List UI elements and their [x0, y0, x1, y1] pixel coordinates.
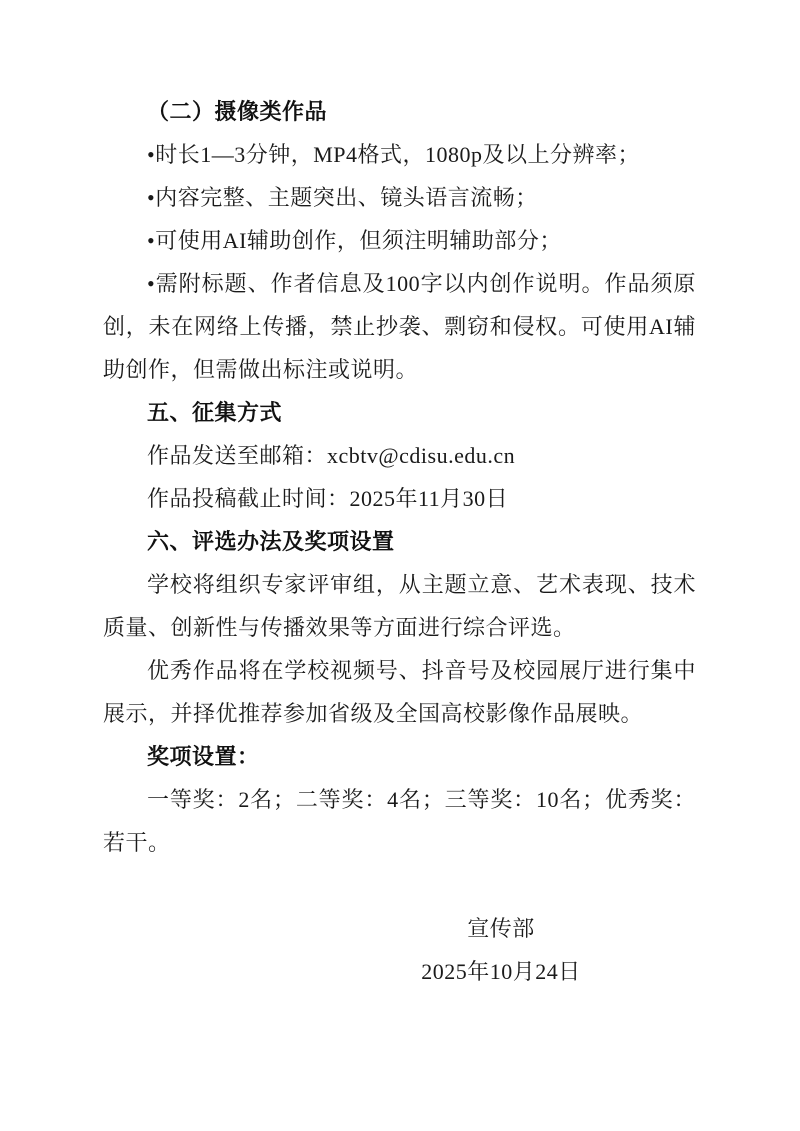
bullet-content-quality: •内容完整、主题突出、镜头语言流畅；	[147, 185, 538, 210]
signature-date: 2025年10月24日	[421, 959, 581, 984]
paragraph-awards-list: 一等奖：2名；二等奖：4名；三等奖：10名；优秀奖：若干。	[103, 787, 696, 855]
heading-camera-works: （二）摄像类作品	[147, 99, 328, 124]
heading-awards-setup: 奖项设置：	[147, 744, 260, 769]
signature-block	[406, 907, 596, 993]
signature-department: 宣传部	[467, 916, 535, 941]
submission-deadline-line: 作品投稿截止时间：2025年11月30日	[147, 486, 509, 511]
heading-selection-awards: 六、评选办法及奖项设置	[147, 529, 395, 554]
paragraph-review-criteria: 学校将组织专家评审组，从主题立意、艺术表现、技术质量、创新性与传播效果等方面进行综合评选。	[103, 572, 696, 640]
bullet-title-originality: •需附标题、作者信息及100字以内创作说明。作品须原创，未在网络上传播，禁止抄袭、剽窃和侵权。可使用AI辅助创作，但需做出标注或说明。	[103, 271, 696, 382]
bullet-ai-assist: •可使用AI辅助创作，但须注明辅助部分；	[147, 228, 562, 253]
paragraph-exhibition: 优秀作品将在学校视频号、抖音号及校园展厅进行集中展示，并择优推荐参加省级及全国高校影像作品展映。	[103, 658, 696, 726]
heading-collection-method: 五、征集方式	[147, 400, 283, 425]
submission-email-line: 作品发送至邮箱：xcbtv@cdisu.edu.cn	[147, 443, 516, 468]
bullet-duration-format: •时长1—3分钟，MP4格式，1080p及以上分辨率；	[147, 142, 641, 167]
